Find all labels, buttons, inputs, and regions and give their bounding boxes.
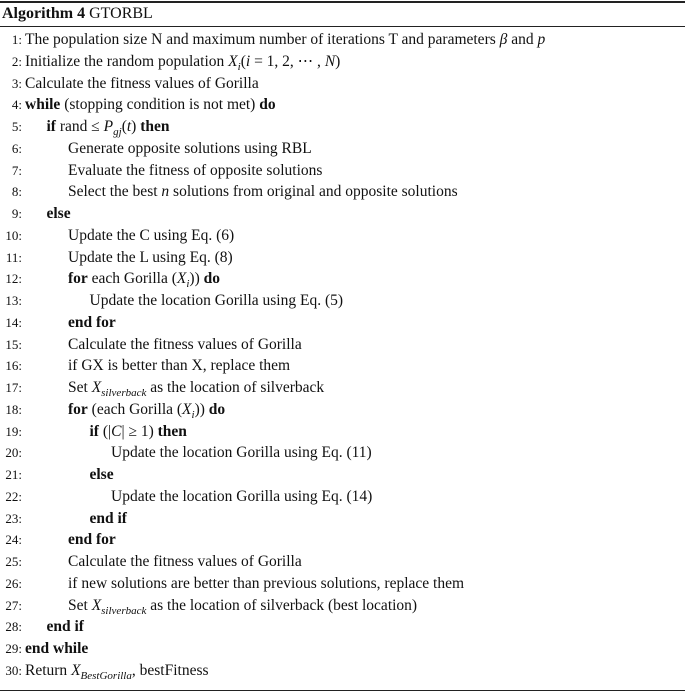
line-number: 17:: [5, 380, 22, 395]
math-symbol: C: [111, 422, 122, 440]
text-segment: Calculate the fitness values of Gorilla: [68, 335, 302, 353]
line-number: 22:: [5, 488, 22, 504]
line-number: 26:: [5, 575, 22, 591]
line-text: [68, 335, 302, 355]
line-number: 6:: [11, 140, 22, 156]
text-segment: and: [507, 31, 538, 48]
keyword: end if: [89, 509, 127, 527]
text-segment: )): [194, 400, 209, 418]
text-segment: if GX is better than X, replace them: [68, 357, 291, 375]
math-symbol: P: [103, 118, 114, 135]
line-text: [68, 356, 290, 376]
line-number: 23:: [5, 510, 22, 526]
bottom-rule: [0, 690, 685, 691]
text-segment: (stopping condition is not met): [60, 96, 260, 114]
line-text: [68, 182, 458, 202]
line-number: 13:: [5, 293, 22, 308]
line-number: 3:: [11, 75, 22, 91]
math-symbol: silverback: [101, 387, 147, 399]
text-segment: Update the location Gorilla using Eq. (14): [111, 487, 373, 505]
math-symbol: X: [91, 596, 102, 614]
math-symbol: β: [499, 31, 508, 48]
keyword: else: [46, 205, 71, 222]
keyword: if: [89, 422, 99, 440]
text-segment: Update the location Gorilla using Eq. (5): [89, 292, 344, 309]
line-text: [111, 443, 372, 463]
text-segment: Calculate the fitness values of Gorilla: [25, 74, 259, 92]
keyword: end for: [68, 313, 116, 331]
line-number: 16:: [5, 358, 22, 374]
line-text: [68, 574, 464, 594]
keyword: while: [25, 96, 61, 114]
text-segment: Return: [25, 661, 72, 679]
line-number: 4:: [11, 97, 22, 113]
line-number: 5:: [11, 119, 22, 134]
line-text: [68, 596, 417, 621]
line-text: [25, 95, 276, 115]
text-segment: ): [131, 118, 141, 135]
text-segment: as the location of silverback: [146, 379, 325, 396]
text-segment: as the location of silverback (best location): [146, 596, 418, 614]
text-segment: Update the L using Eq. (8): [68, 248, 233, 266]
math-symbol: i: [237, 60, 241, 73]
text-segment: Calculate the fitness values of Gorilla: [68, 553, 302, 570]
line-number: 1:: [11, 32, 22, 47]
line-text: [68, 530, 116, 550]
line-number: 25:: [5, 554, 22, 569]
text-segment: (: [121, 118, 127, 135]
text-segment: Select the best: [68, 183, 162, 201]
line-text: [68, 313, 116, 333]
text-segment: = 1, 2, ⋯ ,: [250, 52, 325, 70]
keyword: for: [68, 270, 88, 288]
line-text: [47, 617, 84, 637]
text-segment: Initialize the random population: [25, 52, 229, 70]
line-text: [68, 161, 322, 181]
line-text: [25, 639, 88, 659]
keyword: if: [46, 118, 56, 135]
line-text: [47, 204, 71, 224]
line-text: [90, 509, 127, 529]
line-number: 7:: [11, 162, 22, 178]
math-symbol: gj: [113, 126, 122, 138]
line-text: [90, 422, 187, 442]
math-symbol: N: [324, 52, 336, 70]
line-number: 9:: [11, 206, 22, 221]
text-segment: rand ≤: [55, 118, 104, 135]
line-number: 21:: [5, 467, 22, 482]
text-segment: if new solutions are better than previous solutions, replace them: [68, 574, 465, 592]
math-symbol: n: [161, 183, 170, 201]
algorithm-title: [2, 4, 153, 24]
text-segment: Update the location Gorilla using Eq. (11): [111, 444, 372, 462]
line-number: 15:: [5, 336, 22, 352]
math-symbol: X: [228, 52, 238, 70]
line-text: [111, 487, 372, 507]
text-segment: ): [335, 52, 341, 70]
keyword: end for: [68, 531, 116, 549]
keyword: do: [259, 96, 276, 114]
line-number: 20:: [5, 445, 22, 461]
text-segment: , bestFitness: [131, 661, 209, 679]
text-segment: solutions from original and opposite solutions: [169, 183, 458, 201]
algorithm-name: GTORBL: [89, 5, 153, 22]
text-segment: Set: [68, 596, 92, 614]
text-segment: Set: [68, 379, 92, 396]
keyword: end if: [46, 618, 84, 636]
keyword: for: [68, 400, 88, 418]
math-symbol: X: [176, 270, 187, 288]
line-text: [68, 248, 233, 268]
text-segment: The population size N and maximum number of iterations T and parameters: [25, 31, 500, 48]
math-symbol: X: [182, 400, 192, 418]
line-number: 10:: [5, 227, 22, 243]
math-symbol: i: [186, 278, 190, 291]
line-number: 28:: [5, 619, 22, 635]
math-symbol: silverback: [101, 604, 147, 617]
keyword: then: [157, 422, 187, 440]
keyword: then: [140, 118, 170, 135]
line-number: 18:: [5, 401, 22, 417]
text-segment: (each Gorilla (: [87, 400, 183, 418]
math-symbol: i: [245, 52, 251, 70]
keyword: do: [208, 400, 226, 418]
text-segment: each Gorilla (: [87, 270, 177, 288]
math-symbol: i: [191, 408, 195, 421]
line-text: [25, 74, 259, 94]
line-text: [90, 465, 114, 485]
top-rule: [0, 1, 685, 3]
math-symbol: p: [537, 31, 546, 48]
line-text: [68, 552, 302, 572]
keyword: end while: [25, 640, 89, 657]
header-rule: [0, 26, 685, 27]
text-segment: )): [189, 270, 204, 288]
math-symbol: BestGorilla: [80, 669, 132, 682]
line-number: 30:: [5, 662, 22, 678]
text-segment: Evaluate the fitness of opposite solutions: [68, 161, 323, 179]
text-segment: (|: [98, 422, 112, 440]
line-number: 27:: [5, 597, 22, 613]
text-segment: Generate opposite solutions using RBL: [68, 139, 312, 157]
line-text: [25, 30, 545, 50]
algorithm-label: Algorithm 4: [2, 5, 86, 22]
line-number: 14:: [5, 314, 22, 330]
text-segment: (: [240, 52, 246, 70]
math-symbol: X: [71, 661, 81, 679]
line-number: 11:: [5, 249, 22, 265]
line-number: 29:: [5, 641, 22, 656]
line-number: 2:: [11, 53, 22, 69]
keyword: else: [89, 466, 114, 483]
math-symbol: t: [126, 118, 132, 135]
text-segment: Update the C using Eq. (6): [68, 226, 235, 244]
math-symbol: X: [91, 379, 102, 396]
line-number: 8:: [11, 184, 22, 200]
line-number: 19:: [5, 423, 22, 439]
line-number: 24:: [5, 532, 22, 548]
line-text: [68, 139, 312, 159]
keyword: do: [203, 270, 220, 288]
line-text: [25, 661, 209, 686]
text-segment: | ≥ 1): [121, 422, 158, 440]
line-text: [90, 291, 344, 311]
line-text: [68, 226, 234, 246]
line-number: 12:: [5, 271, 22, 287]
